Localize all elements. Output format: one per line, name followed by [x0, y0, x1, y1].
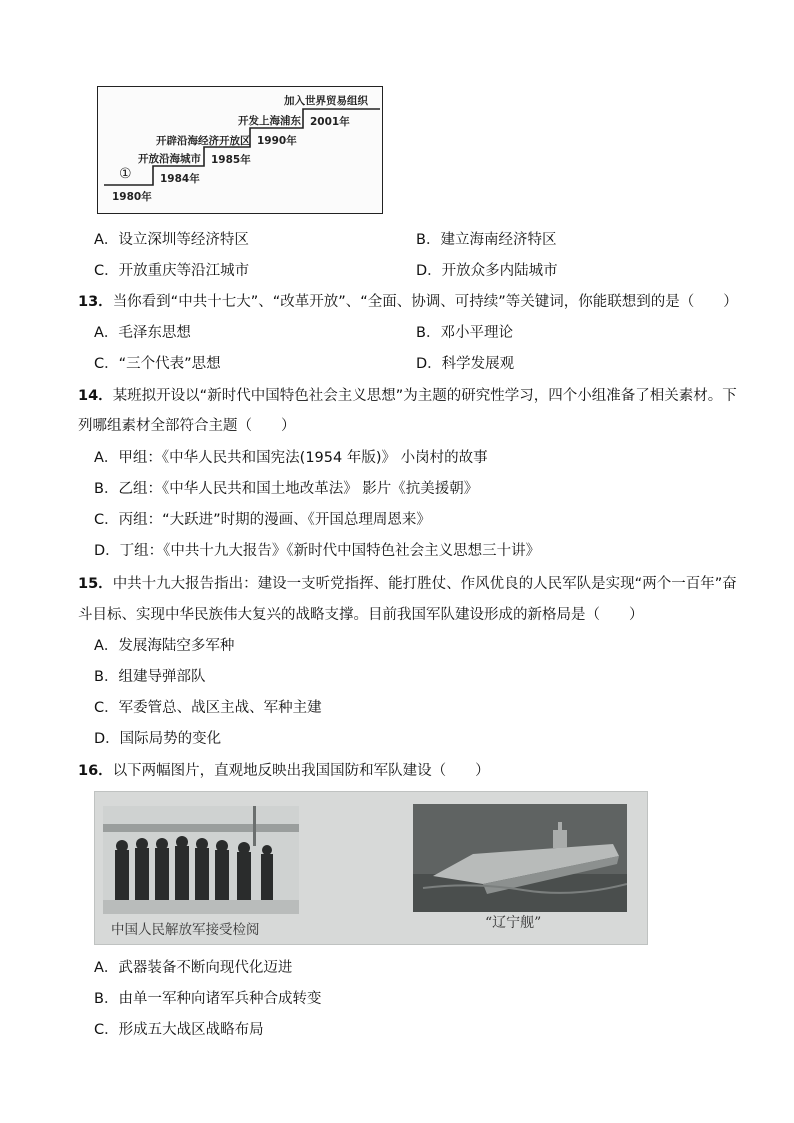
q16-photo-strip	[94, 791, 648, 945]
q13-stem	[78, 290, 738, 311]
aircraft-carrier-photo	[413, 804, 627, 912]
q16-stem	[78, 759, 490, 780]
q12-option-b: B．建立海南经济特区	[416, 232, 557, 248]
step-5-year: 2001年	[310, 116, 350, 128]
q14-number: 14．	[78, 388, 113, 404]
q14-option-d: D．丁组：《中共十九大报告》《新时代中国特色社会主义思想三十讲》	[94, 543, 541, 559]
q14-option-a: A．甲组：《中华人民共和国宪法(1954 年版)》 小岗村的故事	[94, 450, 488, 466]
q13-number: 13．	[78, 294, 113, 310]
q12-option-d: D．开放众多内陆城市	[416, 263, 558, 279]
q13-text: 当你看到“中共十七大”、“改革开放”、“全面、协调、可持续”等关键词，你能联想到的是（ ）	[112, 294, 738, 310]
q16-option-a: A．武器装备不断向现代化迈进	[94, 960, 293, 976]
q16-number: 16．	[78, 763, 113, 779]
parade-illustration	[103, 806, 299, 914]
q14-text-1: 某班拟开设以“新时代中国特色社会主义思想”为主题的研究性学习，四个小组准备了相关素材。下	[112, 388, 737, 404]
q13-option-b: B．邓小平理论	[416, 325, 513, 341]
step-2-label: 开放沿海城市	[138, 153, 201, 165]
q16-option-b: B．由单一军种向诸军兵种合成转变	[94, 991, 322, 1007]
carrier-caption: “辽宁舰”	[485, 915, 542, 931]
step-2-year: 1984年	[160, 173, 200, 185]
q13-option-c: C．“三个代表”思想	[94, 356, 221, 372]
step-3-label: 开辟沿海经济开放区	[156, 135, 251, 147]
step-1-year: 1980年	[112, 191, 152, 203]
q15-option-b: B．组建导弹部队	[94, 669, 206, 685]
q15-option-c: C．军委管总、战区主战、军种主建	[94, 700, 322, 716]
parade-caption: 中国人民解放军接受检阅	[111, 922, 260, 938]
step-4-label: 开发上海浦东	[238, 115, 301, 127]
q12-option-a: A．设立深圳等经济特区	[94, 232, 249, 248]
step-4-year: 1990年	[257, 135, 297, 147]
parade-photo	[103, 806, 299, 914]
q14-stem-line1	[78, 384, 737, 405]
q15-stem-line2: 斗目标、实现中华民族伟大复兴的战略支撑。目前我国军队建设形成的新格局是（ ）	[78, 607, 644, 623]
q13-option-d: D．科学发展观	[416, 356, 515, 372]
step-3-year: 1985年	[211, 154, 251, 166]
q14-option-b: B．乙组：《中华人民共和国土地改革法》 影片《抗美援朝》	[94, 481, 479, 497]
q15-option-d: D．国际局势的变化	[94, 731, 222, 747]
carrier-illustration	[413, 804, 627, 912]
q12-option-c: C．开放重庆等沿江城市	[94, 263, 250, 279]
step-5-label: 加入世界贸易组织	[284, 95, 368, 107]
q14-option-c: C．丙组：“大跃进”时期的漫画、《开国总理周恩来》	[94, 512, 431, 528]
q15-text-1: 中共十九大报告指出：建设一支听党指挥、能打胜仗、作风优良的人民军队是实现“两个一百年”奋	[112, 576, 737, 592]
step-1-marker: ①	[119, 166, 132, 182]
q14-stem-line2: 列哪组素材全部符合主题（ ）	[78, 418, 296, 434]
q15-option-a: A．发展海陆空多军种	[94, 638, 235, 654]
opening-up-staircase-figure	[97, 86, 383, 214]
q15-number: 15．	[78, 576, 113, 592]
q16-text: 以下两幅图片，直观地反映出我国国防和军队建设（ ）	[112, 763, 490, 779]
q15-stem-line1	[78, 572, 737, 593]
q16-option-c: C．形成五大战区战略布局	[94, 1022, 264, 1038]
q13-option-a: A．毛泽东思想	[94, 325, 191, 341]
